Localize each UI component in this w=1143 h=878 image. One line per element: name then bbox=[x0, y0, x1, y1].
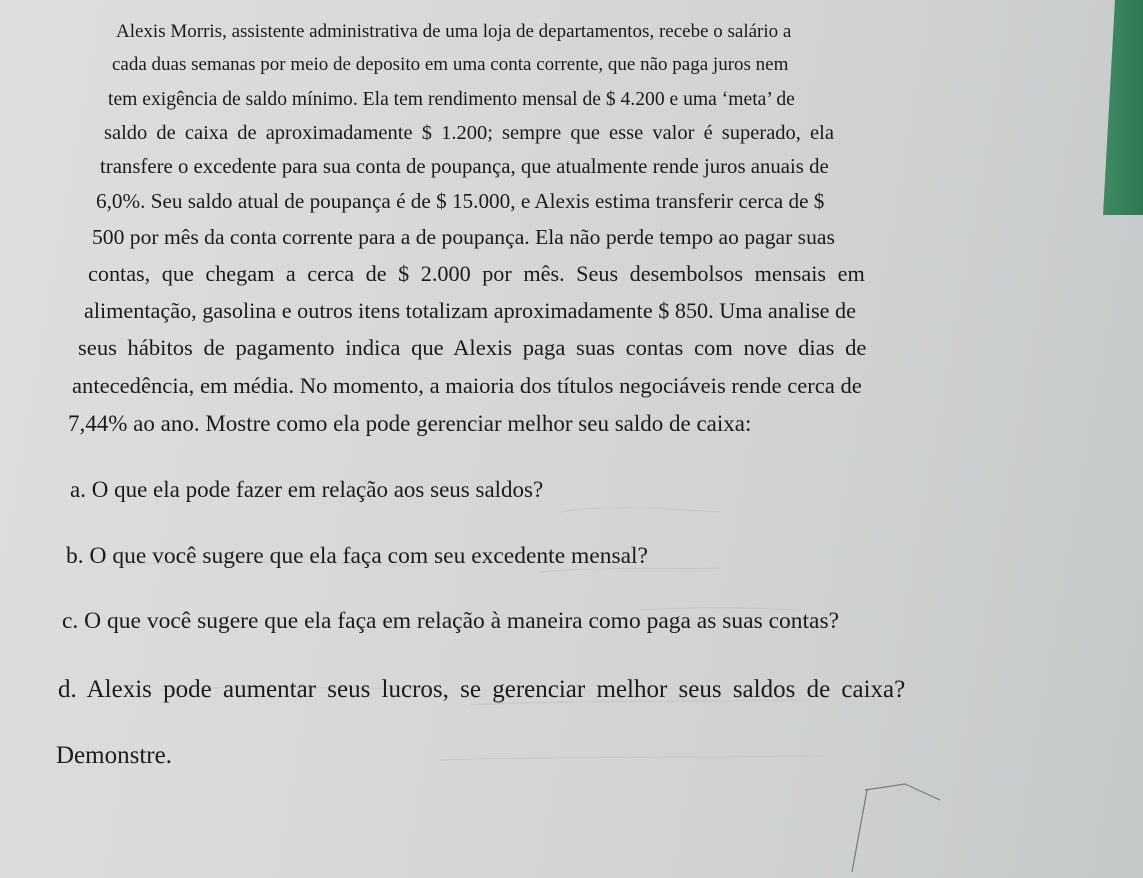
paragraph-line: seus hábitos de pagamento indica que Alexis paga suas contas com nove dias de bbox=[78, 335, 867, 360]
question-d-continuation: Demonstre. bbox=[56, 742, 172, 769]
paragraph-line: saldo de caixa de aproximadamente $ 1.200; sempre que esse valor é superado, ela bbox=[104, 122, 834, 144]
paragraph-line: 500 por mês da conta corrente para a de poupança. Ela não perde tempo ao pagar suas bbox=[92, 225, 835, 249]
paragraph-line: transfere o excedente para sua conta de poupança, que atualmente rende juros anuais de bbox=[100, 155, 829, 178]
paragraph-line: alimentação, gasolina e outros itens totalizam aproximadamente $ 850. Uma analise de bbox=[84, 298, 856, 323]
paragraph-line: tem exigência de saldo mínimo. Ela tem rendimento mensal de $ 4.200 e uma ‘meta’ de bbox=[108, 89, 795, 110]
paragraph-line: contas, que chegam a cerca de $ 2.000 por mês. Seus desembolsos mensais em bbox=[88, 261, 865, 286]
question-a: a. O que ela pode fazer em relação aos seus saldos? bbox=[70, 477, 544, 502]
paragraph-line: antecedência, em média. No momento, a maioria dos títulos negociáveis rende cerca de bbox=[72, 373, 862, 398]
paragraph-line: 6,0%. Seu saldo atual de poupança é de $ 15.000, e Alexis estima transferir cerca de $ bbox=[96, 189, 825, 213]
question-b: b. O que você sugere que ela faça com seu excedente mensal? bbox=[66, 543, 648, 569]
paragraph-line: Alexis Morris, assistente administrativa de uma loja de departamentos, recebe o salário a bbox=[116, 21, 792, 42]
question-d: d. Alexis pode aumentar seus lucros, se gerenciar melhor seus saldos de caixa? bbox=[58, 676, 906, 703]
question-c: c. O que você sugere que ela faça em relação à maneira como paga as suas contas? bbox=[62, 608, 840, 634]
paragraph-line: cada duas semanas por meio de deposito em uma conta corrente, que não paga juros nem bbox=[112, 54, 789, 75]
paragraph-line: 7,44% ao ano. Mostre como ela pode gerenciar melhor seu saldo de caixa: bbox=[68, 411, 752, 436]
